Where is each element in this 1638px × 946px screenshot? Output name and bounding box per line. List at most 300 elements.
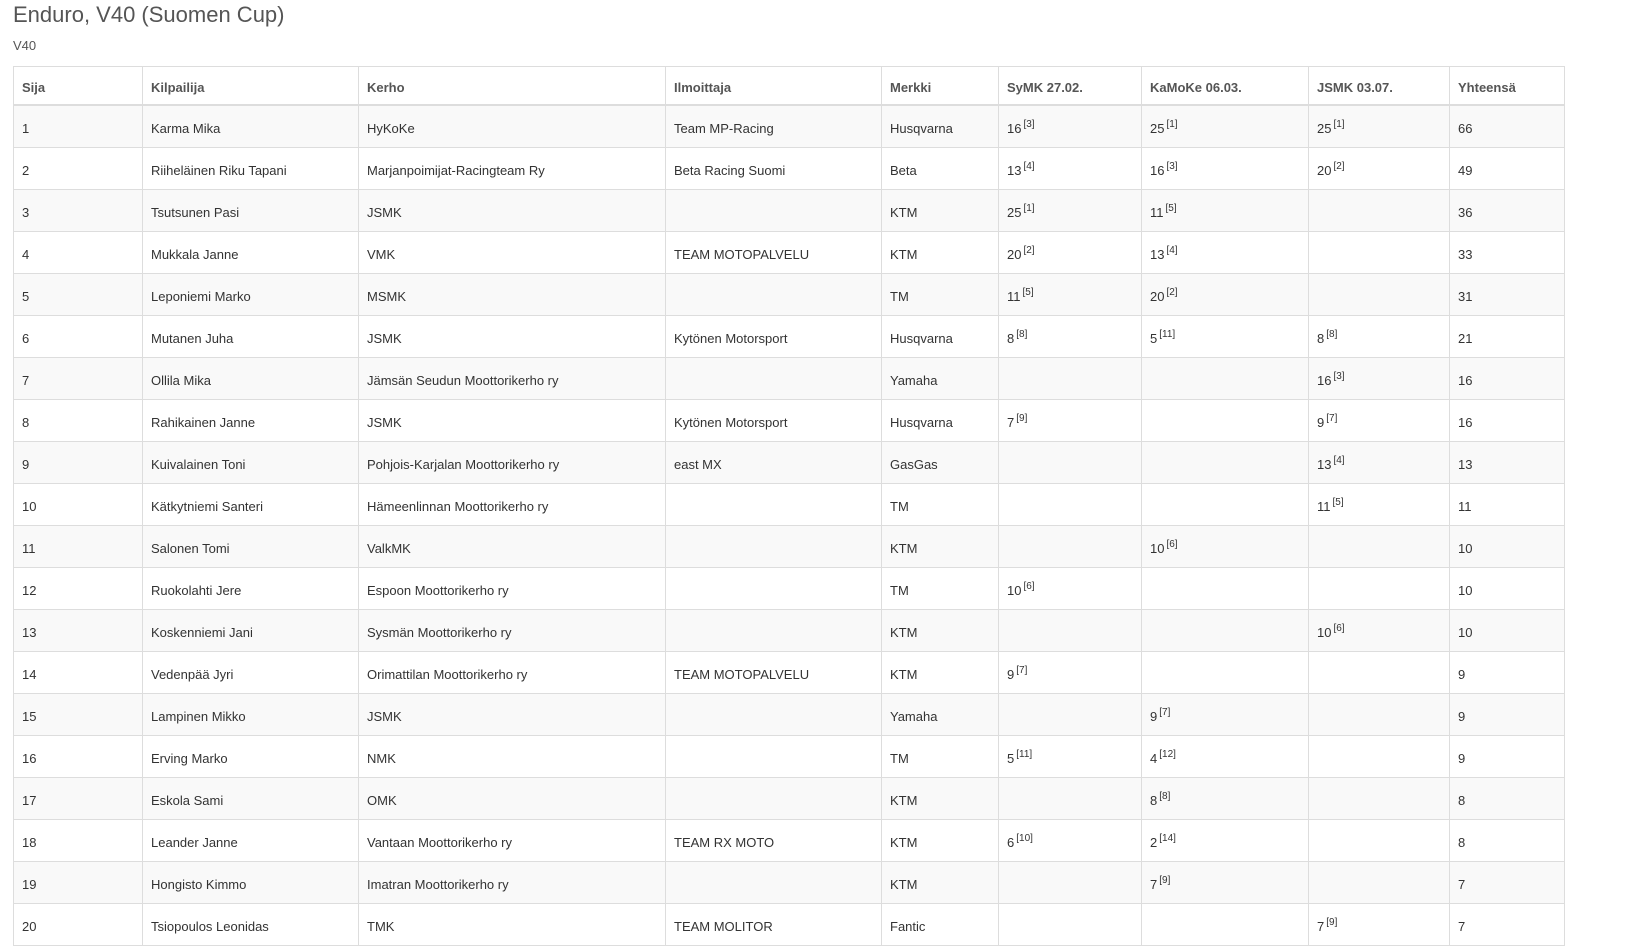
score-value (1150, 667, 1152, 682)
score-value (1150, 160, 1178, 178)
brand-cell: Fantic (882, 904, 999, 946)
points: 13 (1007, 162, 1022, 178)
sija-cell: 15 (14, 694, 143, 736)
score-value (1007, 664, 1028, 682)
score-value (1007, 160, 1035, 178)
table-row (14, 778, 1565, 820)
page-title: Enduro, V40 (Suomen Cup) (13, 2, 285, 27)
entrant-cell: Kytönen Motorsport (666, 400, 882, 442)
sija-cell: 16 (14, 736, 143, 778)
points: 7 (1150, 876, 1158, 892)
kamoke-score-cell (1142, 862, 1309, 904)
club-cell: HyKoKe (359, 105, 666, 148)
total-cell: 8 (1450, 820, 1565, 862)
club-cell: Vantaan Moottorikerho ry (359, 820, 666, 862)
placement-superscript: [5] (1165, 202, 1177, 214)
points: 8 (1317, 330, 1325, 346)
placement-superscript: [4] (1166, 244, 1178, 256)
score-value (1150, 415, 1152, 430)
score-value (1007, 541, 1009, 556)
jsmk-score-cell (1309, 316, 1450, 358)
club-cell: Imatran Moottorikerho ry (359, 862, 666, 904)
score-value (1150, 286, 1178, 304)
jsmk-score-cell (1309, 105, 1450, 148)
symk-score-cell (999, 484, 1142, 526)
entrant-cell (666, 568, 882, 610)
jsmk-score-cell (1309, 694, 1450, 736)
rider-name-cell: Riiheläinen Riku Tapani (143, 148, 359, 190)
sija-cell: 8 (14, 400, 143, 442)
entrant-cell (666, 190, 882, 232)
kamoke-score-cell (1142, 400, 1309, 442)
sija-cell: 1 (14, 105, 143, 148)
score-value (1150, 583, 1152, 598)
rider-name-cell: Kuivalainen Toni (143, 442, 359, 484)
score-value (1150, 919, 1152, 934)
kamoke-score-cell (1142, 736, 1309, 778)
jsmk-score-cell (1309, 736, 1450, 778)
symk-score-cell (999, 148, 1142, 190)
rider-name-cell: Karma Mika (143, 105, 359, 148)
placement-superscript: [10] (1016, 832, 1033, 844)
score-value (1317, 709, 1319, 724)
club-cell: ValkMK (359, 526, 666, 568)
rider-name-cell: Rahikainen Janne (143, 400, 359, 442)
kamoke-score-cell (1142, 820, 1309, 862)
entrant-cell (666, 778, 882, 820)
symk-score-cell (999, 442, 1142, 484)
club-cell: OMK (359, 778, 666, 820)
kamoke-score-cell (1142, 484, 1309, 526)
total-cell: 49 (1450, 148, 1565, 190)
table-row (14, 358, 1565, 400)
sija-cell: 5 (14, 274, 143, 316)
score-value (1007, 919, 1009, 934)
symk-score-cell (999, 358, 1142, 400)
rider-name-cell: Hongisto Kimmo (143, 862, 359, 904)
jsmk-score-cell (1309, 484, 1450, 526)
sija-cell: 12 (14, 568, 143, 610)
header-merkki[interactable]: Merkki (882, 67, 999, 106)
kamoke-score-cell (1142, 904, 1309, 946)
score-value (1007, 832, 1033, 850)
brand-cell: KTM (882, 190, 999, 232)
entrant-cell: TEAM RX MOTO (666, 820, 882, 862)
table-row (14, 316, 1565, 358)
score-value (1317, 916, 1338, 934)
placement-superscript: [1] (1333, 118, 1345, 130)
score-value (1317, 541, 1319, 556)
symk-score-cell (999, 568, 1142, 610)
sija-cell: 9 (14, 442, 143, 484)
brand-cell: TM (882, 736, 999, 778)
total-cell: 66 (1450, 105, 1565, 148)
score-value (1317, 328, 1338, 346)
score-value (1150, 328, 1176, 346)
table-row (14, 190, 1565, 232)
score-value (1007, 244, 1035, 262)
total-cell: 13 (1450, 442, 1565, 484)
score-value (1007, 580, 1035, 598)
sija-cell: 10 (14, 484, 143, 526)
entrant-cell (666, 694, 882, 736)
sija-cell: 3 (14, 190, 143, 232)
points: 5 (1150, 330, 1158, 346)
score-value (1150, 874, 1171, 892)
entrant-cell (666, 736, 882, 778)
brand-cell: KTM (882, 610, 999, 652)
table-row (14, 105, 1565, 148)
total-cell: 9 (1450, 694, 1565, 736)
score-value (1150, 499, 1152, 514)
total-cell: 31 (1450, 274, 1565, 316)
club-cell: TMK (359, 904, 666, 946)
kamoke-score-cell (1142, 232, 1309, 274)
placement-superscript: [14] (1159, 832, 1176, 844)
score-value (1317, 751, 1319, 766)
score-value (1317, 793, 1319, 808)
kamoke-score-cell (1142, 694, 1309, 736)
placement-superscript: [11] (1016, 748, 1033, 760)
placement-superscript: [7] (1159, 706, 1171, 718)
points: 16 (1317, 372, 1332, 388)
kamoke-score-cell (1142, 190, 1309, 232)
rider-name-cell: Leander Janne (143, 820, 359, 862)
brand-cell: Beta (882, 148, 999, 190)
club-cell: Sysmän Moottorikerho ry (359, 610, 666, 652)
placement-superscript: [11] (1159, 328, 1176, 340)
kamoke-score-cell (1142, 568, 1309, 610)
header-kerho[interactable]: Kerho (359, 67, 666, 106)
club-cell: JSMK (359, 400, 666, 442)
club-cell: NMK (359, 736, 666, 778)
placement-superscript: [3] (1333, 370, 1345, 382)
total-cell: 10 (1450, 568, 1565, 610)
points: 5 (1007, 750, 1015, 766)
total-cell: 11 (1450, 484, 1565, 526)
table-row (14, 862, 1565, 904)
kamoke-score-cell (1142, 652, 1309, 694)
sija-cell: 17 (14, 778, 143, 820)
points: 11 (1007, 288, 1021, 304)
symk-score-cell (999, 610, 1142, 652)
score-value (1007, 748, 1033, 766)
score-value (1007, 202, 1035, 220)
score-value (1317, 160, 1345, 178)
placement-superscript: [6] (1023, 580, 1035, 592)
placement-superscript: [3] (1023, 118, 1035, 130)
points: 8 (1007, 330, 1015, 346)
table-row (14, 274, 1565, 316)
results-body (14, 105, 1565, 946)
score-value (1150, 373, 1152, 388)
table-row (14, 442, 1565, 484)
rider-name-cell: Eskola Sami (143, 778, 359, 820)
club-cell: Jämsän Seudun Moottorikerho ry (359, 358, 666, 400)
club-cell: JSMK (359, 694, 666, 736)
club-cell: JSMK (359, 190, 666, 232)
points: 20 (1150, 288, 1165, 304)
entrant-cell: TEAM MOTOPALVELU (666, 232, 882, 274)
entrant-cell: Kytönen Motorsport (666, 316, 882, 358)
entrant-cell: TEAM MOLITOR (666, 904, 882, 946)
total-cell: 9 (1450, 736, 1565, 778)
jsmk-score-cell (1309, 904, 1450, 946)
jsmk-score-cell (1309, 400, 1450, 442)
points: 11 (1317, 498, 1331, 514)
kamoke-score-cell (1142, 610, 1309, 652)
rider-name-cell: Tsutsunen Pasi (143, 190, 359, 232)
placement-superscript: [7] (1326, 412, 1338, 424)
symk-score-cell (999, 652, 1142, 694)
header-sija[interactable]: Sija (14, 67, 143, 106)
points: 20 (1317, 162, 1332, 178)
brand-cell: KTM (882, 862, 999, 904)
placement-superscript: [12] (1159, 748, 1176, 760)
entrant-cell (666, 358, 882, 400)
brand-cell: Husqvarna (882, 400, 999, 442)
points: 9 (1150, 708, 1158, 724)
header-yhteensa[interactable]: Yhteensä (1450, 67, 1565, 106)
brand-cell: Husqvarna (882, 105, 999, 148)
entrant-cell: Beta Racing Suomi (666, 148, 882, 190)
symk-score-cell (999, 190, 1142, 232)
header-ilmoittaja[interactable]: Ilmoittaja (666, 67, 882, 106)
points: 25 (1150, 120, 1165, 136)
points: 6 (1007, 834, 1015, 850)
symk-score-cell (999, 736, 1142, 778)
rider-name-cell: Vedenpää Jyri (143, 652, 359, 694)
club-cell: Hämeenlinnan Moottorikerho ry (359, 484, 666, 526)
total-cell: 36 (1450, 190, 1565, 232)
entrant-cell (666, 274, 882, 316)
score-value (1150, 790, 1171, 808)
placement-superscript: [4] (1333, 454, 1345, 466)
brand-cell: KTM (882, 526, 999, 568)
points: 10 (1150, 540, 1165, 556)
brand-cell: KTM (882, 820, 999, 862)
total-cell: 7 (1450, 862, 1565, 904)
score-value (1317, 835, 1319, 850)
points: 11 (1150, 204, 1164, 220)
club-cell: JSMK (359, 316, 666, 358)
jsmk-score-cell (1309, 568, 1450, 610)
rider-name-cell: Leponiemi Marko (143, 274, 359, 316)
header-kilpailija[interactable]: Kilpailija (143, 67, 359, 106)
score-value (1317, 622, 1345, 640)
kamoke-score-cell (1142, 274, 1309, 316)
score-value (1317, 583, 1319, 598)
points: 9 (1317, 414, 1325, 430)
kamoke-score-cell (1142, 778, 1309, 820)
points: 9 (1007, 666, 1015, 682)
kamoke-score-cell (1142, 148, 1309, 190)
brand-cell: TM (882, 484, 999, 526)
jsmk-score-cell (1309, 820, 1450, 862)
table-row (14, 148, 1565, 190)
sija-cell: 7 (14, 358, 143, 400)
brand-cell: TM (882, 274, 999, 316)
jsmk-score-cell (1309, 652, 1450, 694)
table-row (14, 736, 1565, 778)
rider-name-cell: Koskenniemi Jani (143, 610, 359, 652)
club-cell: Espoon Moottorikerho ry (359, 568, 666, 610)
total-cell: 16 (1450, 400, 1565, 442)
jsmk-score-cell (1309, 526, 1450, 568)
rider-name-cell: Ruokolahti Jere (143, 568, 359, 610)
jsmk-score-cell (1309, 232, 1450, 274)
total-cell: 7 (1450, 904, 1565, 946)
score-value (1150, 832, 1176, 850)
kamoke-score-cell (1142, 526, 1309, 568)
sija-cell: 11 (14, 526, 143, 568)
points: 25 (1007, 204, 1022, 220)
header-kamoke[interactable]: KaMoKe 06.03. (1142, 67, 1309, 106)
points: 2 (1150, 834, 1158, 850)
symk-score-cell (999, 694, 1142, 736)
entrant-cell: Team MP-Racing (666, 105, 882, 148)
club-cell: Pohjois-Karjalan Moottorikerho ry (359, 442, 666, 484)
score-value (1317, 289, 1319, 304)
placement-superscript: [2] (1333, 160, 1345, 172)
entrant-cell (666, 862, 882, 904)
entrant-cell (666, 484, 882, 526)
jsmk-score-cell (1309, 442, 1450, 484)
placement-superscript: [8] (1326, 328, 1338, 340)
entrant-cell: east MX (666, 442, 882, 484)
score-value (1150, 118, 1178, 136)
score-value (1007, 457, 1009, 472)
sija-cell: 13 (14, 610, 143, 652)
points: 25 (1317, 120, 1332, 136)
total-cell: 16 (1450, 358, 1565, 400)
kamoke-score-cell (1142, 442, 1309, 484)
placement-superscript: [2] (1023, 244, 1035, 256)
table-row (14, 820, 1565, 862)
brand-cell: GasGas (882, 442, 999, 484)
club-cell: Marjanpoimijat-Racingteam Ry (359, 148, 666, 190)
jsmk-score-cell (1309, 778, 1450, 820)
brand-cell: KTM (882, 778, 999, 820)
points: 20 (1007, 246, 1022, 262)
placement-superscript: [2] (1166, 286, 1178, 298)
header-symk[interactable]: SyMK 27.02. (999, 67, 1142, 106)
brand-cell: Yamaha (882, 694, 999, 736)
symk-score-cell (999, 274, 1142, 316)
results-table (13, 66, 1565, 946)
score-value (1007, 877, 1009, 892)
symk-score-cell (999, 904, 1142, 946)
entrant-cell (666, 610, 882, 652)
total-cell: 33 (1450, 232, 1565, 274)
score-value (1007, 118, 1035, 136)
brand-cell: Husqvarna (882, 316, 999, 358)
rider-name-cell: Salonen Tomi (143, 526, 359, 568)
symk-score-cell (999, 820, 1142, 862)
placement-superscript: [6] (1333, 622, 1345, 634)
points: 7 (1007, 414, 1015, 430)
score-value (1007, 499, 1009, 514)
total-cell: 8 (1450, 778, 1565, 820)
points: 10 (1317, 624, 1332, 640)
points: 16 (1150, 162, 1165, 178)
score-value (1150, 706, 1171, 724)
placement-superscript: [6] (1166, 538, 1178, 550)
table-row (14, 652, 1565, 694)
jsmk-score-cell (1309, 190, 1450, 232)
kamoke-score-cell (1142, 358, 1309, 400)
club-cell: VMK (359, 232, 666, 274)
symk-score-cell (999, 526, 1142, 568)
symk-score-cell (999, 778, 1142, 820)
table-row (14, 568, 1565, 610)
table-row (14, 232, 1565, 274)
sija-cell: 6 (14, 316, 143, 358)
score-value (1007, 793, 1009, 808)
points: 7 (1317, 918, 1325, 934)
rider-name-cell: Lampinen Mikko (143, 694, 359, 736)
placement-superscript: [9] (1159, 874, 1171, 886)
placement-superscript: [8] (1159, 790, 1171, 802)
club-cell: Orimattilan Moottorikerho ry (359, 652, 666, 694)
rider-name-cell: Erving Marko (143, 736, 359, 778)
brand-cell: KTM (882, 232, 999, 274)
score-value (1007, 412, 1028, 430)
symk-score-cell (999, 400, 1142, 442)
score-value (1150, 748, 1176, 766)
points: 16 (1007, 120, 1022, 136)
jsmk-score-cell (1309, 274, 1450, 316)
total-cell: 9 (1450, 652, 1565, 694)
placement-superscript: [1] (1023, 202, 1035, 214)
placement-superscript: [1] (1166, 118, 1178, 130)
placement-superscript: [9] (1326, 916, 1338, 928)
table-row (14, 400, 1565, 442)
points: 4 (1150, 750, 1158, 766)
points: 13 (1317, 456, 1332, 472)
score-value (1317, 412, 1338, 430)
sija-cell: 2 (14, 148, 143, 190)
table-row (14, 526, 1565, 568)
score-value (1150, 202, 1177, 220)
placement-superscript: [5] (1022, 286, 1034, 298)
table-row (14, 610, 1565, 652)
placement-superscript: [3] (1166, 160, 1178, 172)
total-cell: 10 (1450, 610, 1565, 652)
sija-cell: 14 (14, 652, 143, 694)
score-value (1007, 373, 1009, 388)
entrant-cell: TEAM MOTOPALVELU (666, 652, 882, 694)
score-value (1317, 667, 1319, 682)
sija-cell: 19 (14, 862, 143, 904)
score-value (1317, 247, 1319, 262)
sija-cell: 4 (14, 232, 143, 274)
score-value (1317, 496, 1344, 514)
table-header-row (14, 67, 1565, 106)
entrant-cell (666, 526, 882, 568)
header-jsmk[interactable]: JSMK 03.07. (1309, 67, 1450, 106)
rider-name-cell: Mukkala Janne (143, 232, 359, 274)
score-value (1007, 328, 1028, 346)
brand-cell: Yamaha (882, 358, 999, 400)
score-value (1007, 286, 1034, 304)
score-value (1317, 118, 1345, 136)
brand-cell: KTM (882, 652, 999, 694)
symk-score-cell (999, 862, 1142, 904)
kamoke-score-cell (1142, 316, 1309, 358)
rider-name-cell: Mutanen Juha (143, 316, 359, 358)
class-subtitle: V40 (13, 38, 37, 53)
